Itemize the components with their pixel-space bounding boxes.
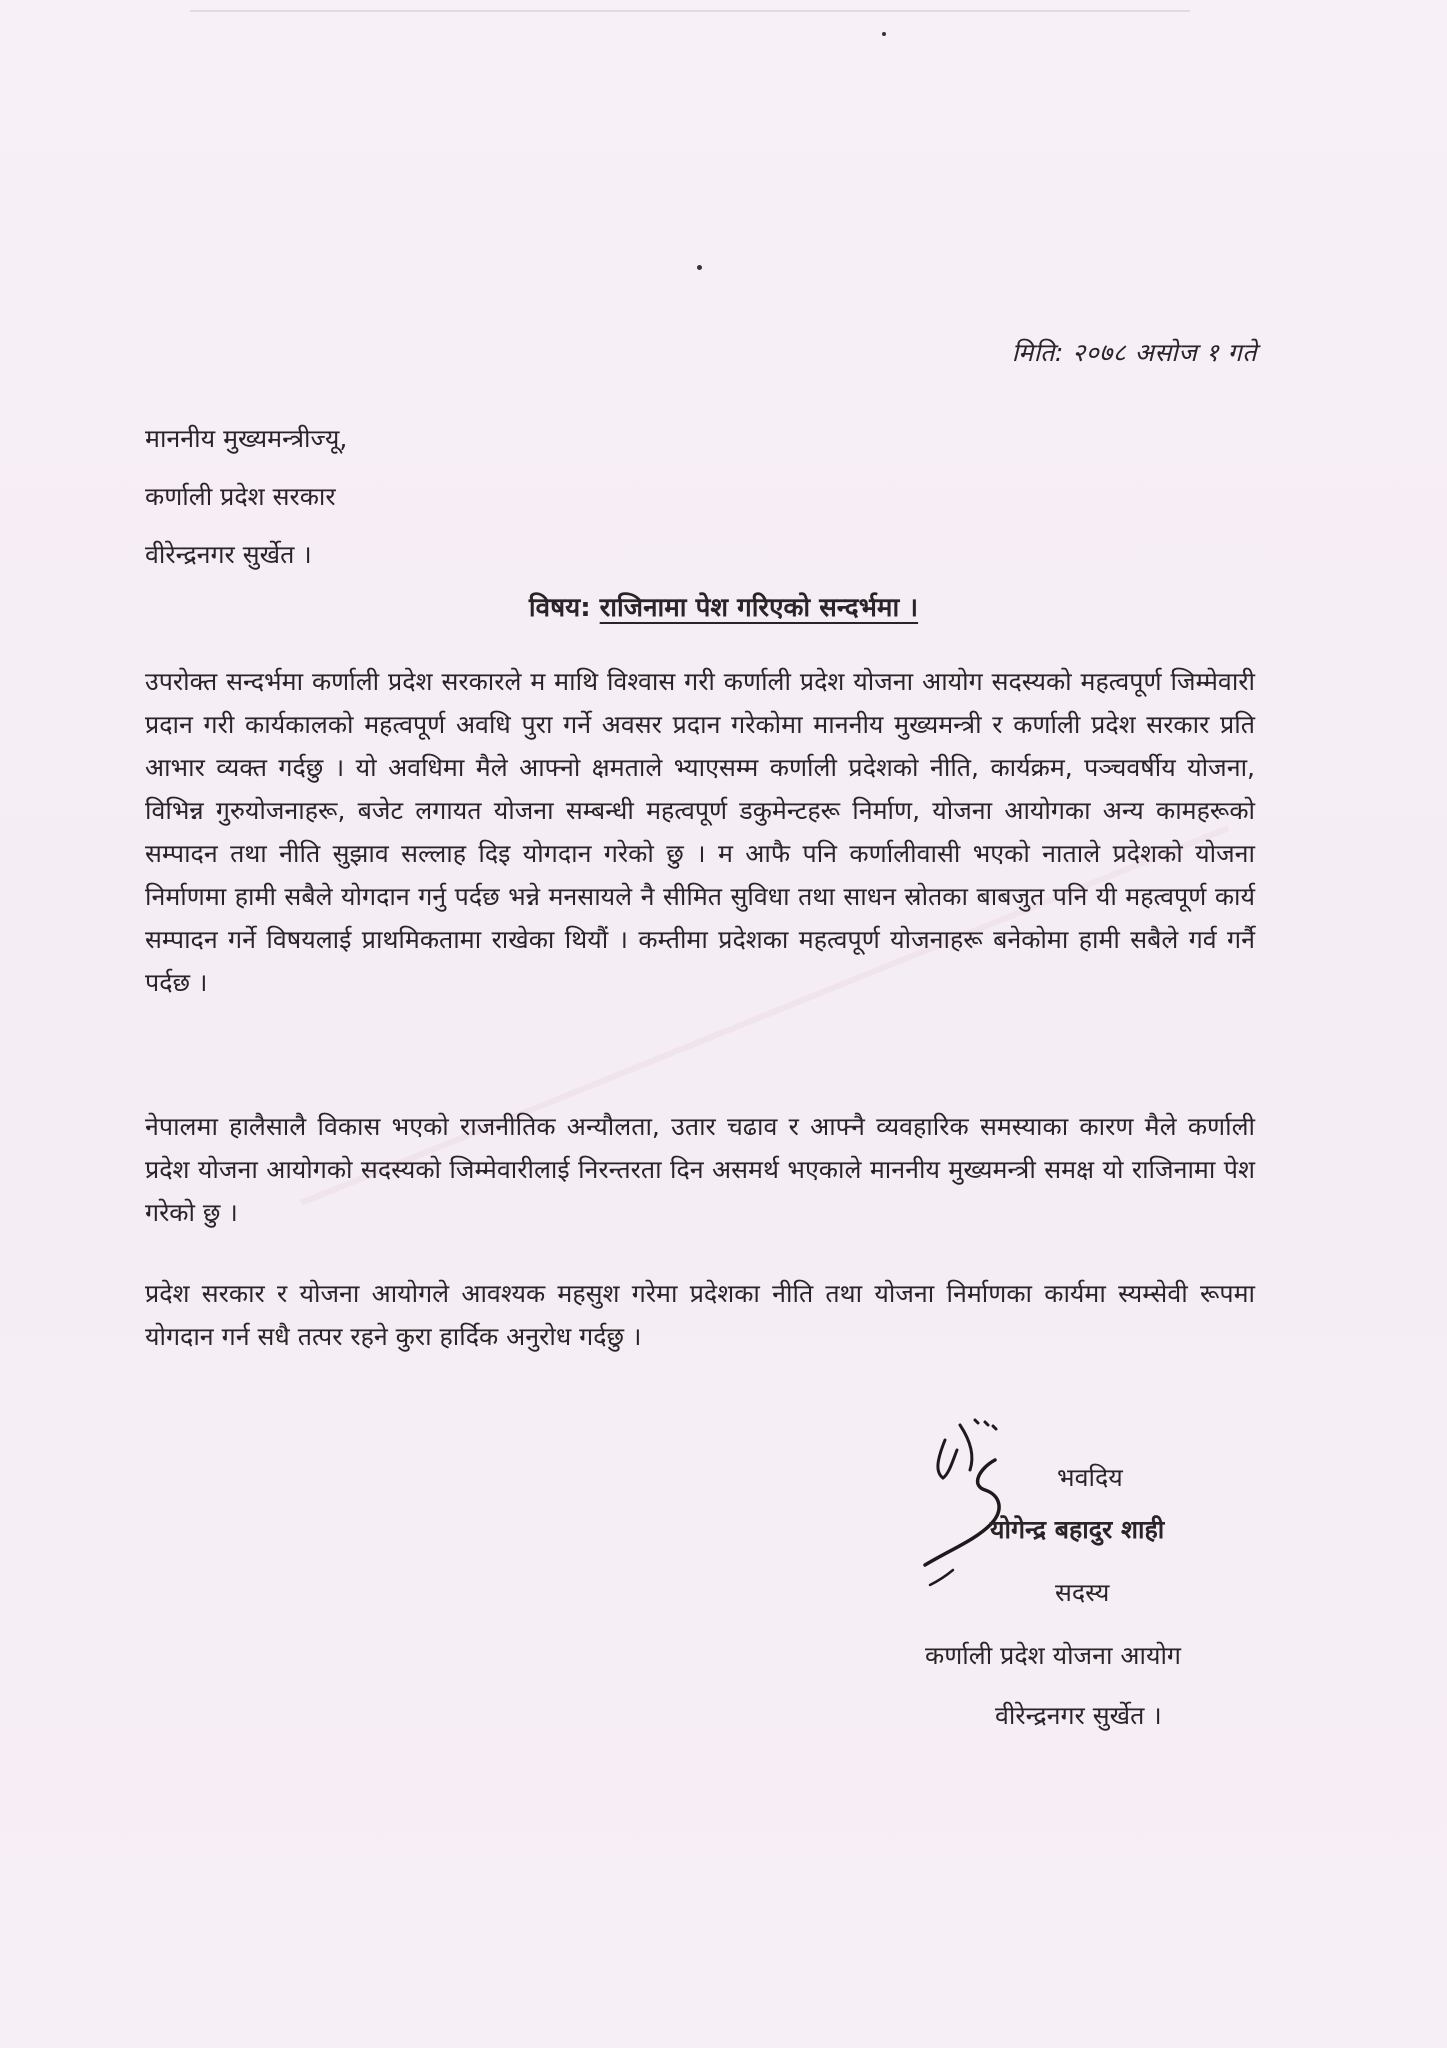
recipient-line: कर्णाली प्रदेश सरकार [145, 482, 336, 511]
signatory-name: योगेन्द्र बहादुर शाही [990, 1515, 1165, 1544]
body-paragraph: उपरोक्त सन्दर्भमा कर्णाली प्रदेश सरकारले म माथि विश्वास गरी कर्णाली प्रदेश योजना आयोग सदस्यको महत्वपूर्ण जिम्मेवारी प्रदान गरी कार्यकालको महत्वपूर्ण अवधि पुरा गर्ने अवसर प्रदान गरेकोमा माननीय मुख्यमन्त्री र कर्णाली प्रदेश सरकार प्रति आभार व्यक्त गर्दछु । यो अवधिमा मैले आफ्नो क्षमताले भ्याएसम्म कर्णाली प्रदेशको नीति, कार्यक्रम, पञ्चवर्षीय योजना, विभिन्न गुरुयोजनाहरू, बजेट लगायत योजना सम्बन्धी महत्वपूर्ण डकुमेन्टहरू निर्माण, योजना आयोगका अन्य कामहरूको सम्पादन तथा नीति सुझाव सल्लाह दिइ योगदान गरेको छु । म आफै पनि कर्णालीवासी भएको नाताले प्रदेशको योजना निर्माणमा हामी सबैले योगदान गर्नु पर्दछ भन्ने मनसायले नै सीमित सुविधा तथा साधन स्रोतका बाबजुत पनि यी महत्वपूर्ण कार्य सम्पादन गर्ने विषयलाई प्राथमिकतामा राखेका थियौं । कम्तीमा प्रदेशका महत्वपूर्ण योजनाहरू बनेकोमा हामी सबैले गर्व गर्नै पर्दछ । [145, 667, 1255, 997]
signatory-place: वीरेन्द्रनगर सुर्खेत । [995, 1701, 1162, 1730]
scan-speck [882, 32, 886, 36]
signature-block [925, 1400, 1235, 1750]
subject-label: विषय: [528, 593, 591, 623]
signature-closing: भवदिय [1057, 1463, 1123, 1492]
recipient-line: वीरेन्द्रनगर सुर्खेत । [145, 540, 312, 569]
recipient-line: माननीय मुख्यमन्त्रीज्यू, [145, 424, 348, 453]
handwritten-signature [875, 1400, 1075, 1600]
scan-edge [190, 10, 1190, 12]
signatory-role: सदस्य [1055, 1578, 1110, 1607]
body-paragraph: प्रदेश सरकार र योजना आयोगले आवश्यक महसुश गरेमा प्रदेशका नीति तथा योजना निर्माणका कार्यमा स्यम्सेवी रूपमा योगदान गर्न सधै तत्पर रहने कुरा हार्दिक अनुरोध गर्दछु । [145, 1279, 1255, 1351]
body-paragraph: नेपालमा हालैसालै विकास भएको राजनीतिक अन्यौलता, उतार चढाव र आफ्नै व्यवहारिक समस्याका कारण मैले कर्णाली प्रदेश योजना आयोगको सदस्यको जिम्मेवारीलाई निरन्तरता दिन असमर्थ भएकाले माननीय मुख्यमन्त्री समक्ष यो राजिनामा पेश गरेको छु । [145, 1112, 1255, 1227]
subject-text: राजिनामा पेश गरिएको सन्दर्भमा । [599, 593, 919, 623]
recipient-address [145, 410, 347, 584]
letter-date: मिति: २०७८ असोज १ गते [1011, 338, 1257, 367]
signatory-organization: कर्णाली प्रदेश योजना आयोग [925, 1641, 1181, 1670]
letter-subject [0, 588, 1447, 624]
scan-speck [697, 265, 702, 270]
